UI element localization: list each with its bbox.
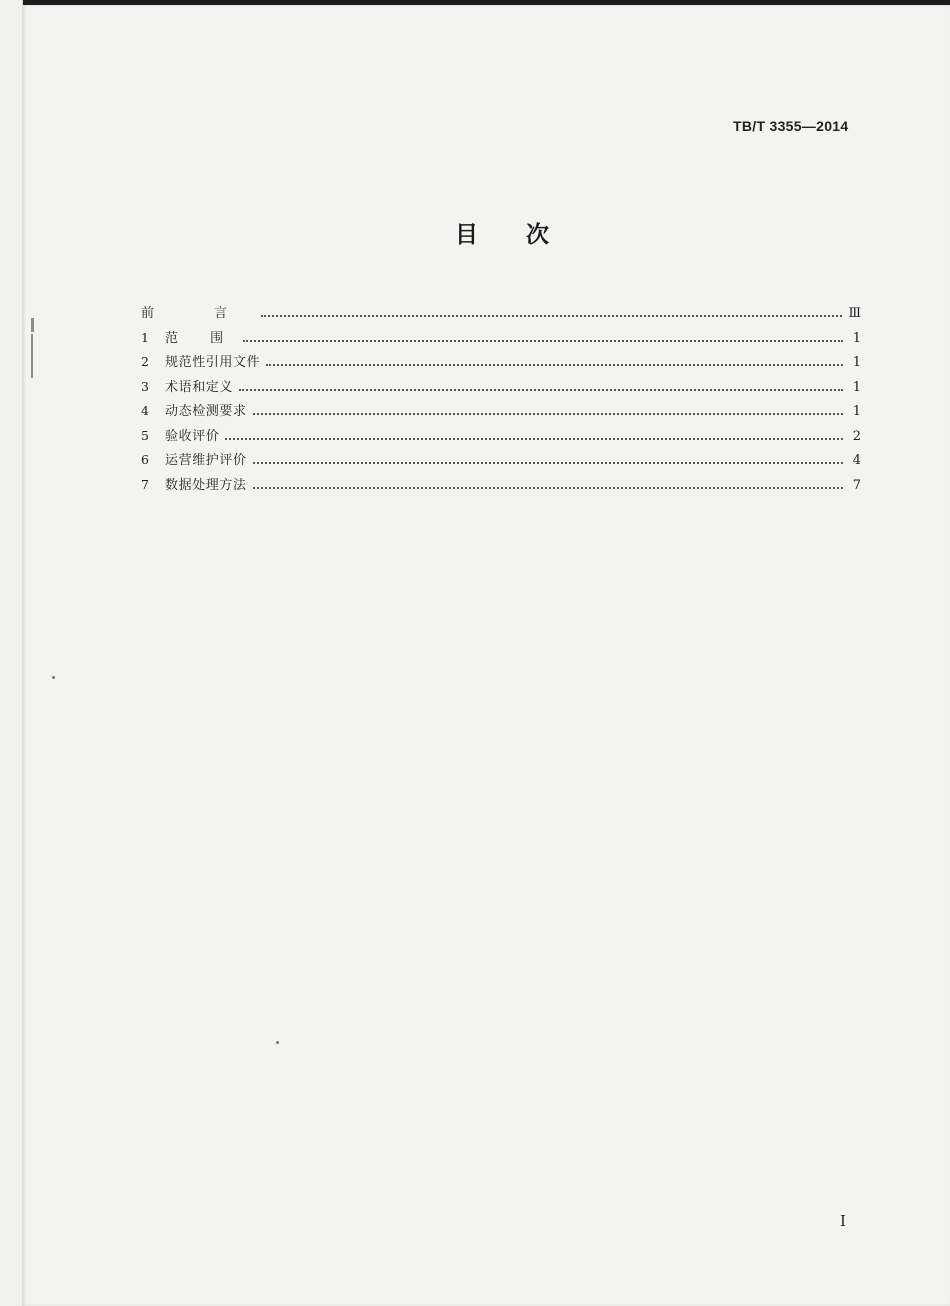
- toc-entry-normative-references[interactable]: [141, 351, 861, 376]
- scan-speck: [52, 676, 55, 679]
- toc-entry-number: 3: [141, 378, 149, 394]
- toc-entry-acceptance-evaluation[interactable]: [141, 425, 861, 450]
- toc-entry-label: 运营维护评价: [165, 453, 247, 468]
- page-title: 目次: [455, 222, 597, 248]
- toc-entry-label: 验收评价: [165, 428, 220, 444]
- toc-entry-label: 术语和定义: [165, 379, 234, 395]
- binding-mark: [31, 334, 33, 378]
- document-code: TB/T 3355—2014: [733, 118, 849, 134]
- toc-entry-page: 1: [852, 379, 861, 395]
- toc-entry-number: 7: [141, 476, 149, 492]
- toc-dot-leader: [225, 437, 843, 440]
- toc-entry-number: 4: [141, 403, 149, 418]
- binding-mark: [31, 318, 34, 332]
- toc-dot-leader: [239, 388, 843, 391]
- toc-entry-label: 数据处理方法: [165, 477, 247, 493]
- toc-entry-scope[interactable]: [141, 327, 861, 352]
- toc-entry-page: 2: [852, 428, 861, 444]
- toc-entry-page: 1: [852, 330, 861, 346]
- toc-entry-data-processing[interactable]: [141, 474, 861, 499]
- toc-entry-page: 7: [852, 477, 861, 493]
- toc-entry-number: 1: [141, 329, 149, 345]
- toc-entry-terms-definitions[interactable]: [141, 376, 861, 401]
- document-page: [22, 5, 950, 1306]
- toc-dot-leader: [253, 461, 843, 464]
- toc-entry-label: 范 围: [165, 330, 238, 346]
- toc-entry-operation-maintenance[interactable]: [141, 449, 861, 474]
- toc-dot-leader: [253, 486, 843, 489]
- toc-entry-page: 4: [852, 453, 861, 468]
- toc-entry-label: 规范性引用文件: [165, 355, 261, 370]
- table-of-contents: [141, 302, 861, 498]
- page-number: I: [840, 1212, 846, 1230]
- toc-entry-number: 5: [141, 427, 149, 443]
- scan-left-page-edge: [0, 0, 23, 1306]
- toc-dot-leader: [253, 412, 843, 415]
- toc-entry-page: 1: [852, 355, 861, 370]
- toc-entry-dynamic-inspection[interactable]: [141, 400, 861, 425]
- toc-entry-label: 动态检测要求: [165, 404, 247, 419]
- toc-entry-foreword[interactable]: [141, 302, 861, 327]
- toc-dot-leader: [266, 363, 843, 366]
- toc-entry-page: Ⅲ: [848, 306, 861, 321]
- toc-entry-label: 前 言: [141, 306, 256, 321]
- scan-speck: [276, 1041, 279, 1044]
- toc-entry-number: 2: [141, 354, 149, 369]
- toc-entry-number: 6: [141, 452, 149, 467]
- toc-dot-leader: [261, 314, 842, 317]
- toc-dot-leader: [243, 339, 843, 342]
- toc-entry-page: 1: [852, 404, 861, 419]
